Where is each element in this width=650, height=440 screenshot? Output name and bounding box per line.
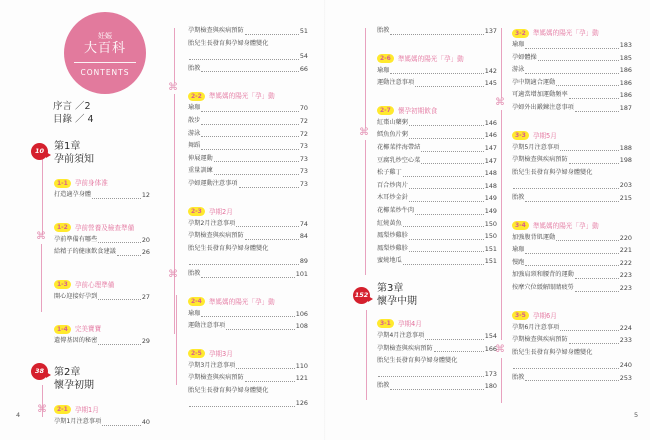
ribbon-string [174,94,175,334]
toc-entry[interactable]: 胎兒生長發育與孕婦身體變化 [512,168,593,176]
section-heading: 1-2 孕前營養及檢查準備 [54,222,150,234]
toc-entry-continued[interactable]: 126 [188,397,308,410]
toc-entry[interactable]: 松子雞丁 148 [377,169,497,178]
right-page [325,0,650,440]
toc-entry[interactable]: 紅燒黃魚 150 [377,219,497,228]
toc-entry[interactable]: 運動注意事項 108 [188,322,308,331]
chapter-1-heading: 第1章 孕前須知 [54,141,94,165]
logo-title: 大百科 [83,41,126,56]
ribbon-string [365,28,366,128]
ribbon-string [501,110,502,340]
toc-entry[interactable]: 孕期檢查與疾病預防 198 [512,156,632,165]
toc-entry[interactable]: 胎教 137 [377,27,497,35]
toc-entry[interactable]: 胎教 66 [188,64,308,73]
toc-entry[interactable]: 孕期5月注意事項 188 [512,143,632,152]
toc-entry[interactable]: 舞蹈 73 [188,142,308,151]
ribbon-string [365,140,366,275]
logo-subtitle: 妊娠 [98,32,112,40]
toc-entry[interactable]: 散步 72 [188,116,308,125]
toc-entry[interactable]: 游泳 186 [512,66,632,75]
toc-entry[interactable]: 瑜珈 221 [512,246,632,255]
toc-entry[interactable]: 給精子的健康飲食建議 26 [54,248,150,257]
toc-entry[interactable]: 運動注意事項 145 [377,79,497,88]
toc-entry[interactable]: 慢跑 222 [512,258,632,267]
toc-column-3 [377,25,497,393]
toc-column-1 [54,133,150,429]
toc-entry[interactable]: 孕期檢查與疾病預防 51 [188,27,308,35]
bow-icon: ⌘ [495,97,505,108]
toc-entry[interactable]: 胎兒生長發育與孕婦身體變化 [188,386,269,394]
toc-entry[interactable]: 鱈魚魚片粥 146 [377,131,497,140]
bow-icon: ⌘ [495,344,505,355]
toc-entry[interactable]: 加強腹背肌運動 220 [512,233,632,242]
toc-entry[interactable]: 豆腐乳炒空心菜 147 [377,156,497,165]
toc-entry[interactable]: 胎教 180 [377,382,497,391]
ribbon-string [366,310,367,400]
section-heading: 2-3 孕期2月 [188,206,308,218]
toc-entry[interactable]: 瑜珈 183 [512,41,632,49]
toc-entry[interactable]: 加強肩頸和腰背的運動 223 [512,271,632,280]
logo-english: CONTENTS [80,68,130,77]
section-heading: 3-4 準媽媽的陽光「孕」動 [512,220,632,232]
toc-entry[interactable]: 胎教 253 [512,373,632,382]
toc-column-4 [512,20,632,384]
toc-entry[interactable]: 瑜珈 70 [188,104,308,113]
toc-entry[interactable]: 蜜燒地瓜 151 [377,257,497,266]
toc-entry[interactable]: 瑜珈 106 [188,309,308,318]
toc-entry-continued[interactable]: 54 [188,50,308,63]
toc-entry[interactable]: 遺傳基因的秘密 29 [54,337,150,346]
front-matter [53,100,94,126]
toc-entry-continued[interactable]: 240 [512,359,632,372]
toc-entry[interactable]: 孕婦運動注意事項 73 [188,179,308,188]
toc-entry[interactable]: 孕期2月注意事項 74 [188,219,308,228]
page-number-right: 5 [634,411,639,419]
toc-entry[interactable]: 伸展運動 73 [188,154,308,163]
toc-entry[interactable]: 胎兒生長發育與孕婦身體變化 [377,357,458,365]
section-heading: 1-1 孕前身体准 [54,177,150,189]
section-heading: 2-4 準媽媽的陽光「孕」動 [188,296,308,308]
toc-entry[interactable]: 孕婦外出鍛鍊注意事項 187 [512,103,632,112]
toc-entry[interactable]: 孕期檢查與疾病預防 84 [188,232,308,241]
section-heading: 1-3 孕前心理準備 [54,279,150,291]
bow-icon: ⌘ [36,231,46,242]
toc-entry[interactable]: 孕中期適合運動 186 [512,78,632,87]
section-heading: 2-1 孕期1月 [54,404,150,416]
toc-entry[interactable]: 花椰菜拌海帶結 147 [377,143,497,152]
toc-entry[interactable]: 游泳 72 [188,129,308,138]
toc-column-2 [188,25,308,410]
page-number-left: 4 [16,411,21,419]
ribbon-string [501,28,502,98]
toc-entry[interactable]: 鳳梨炒雞胗 151 [377,244,497,253]
toc-entry[interactable]: 紅棗山藥粥 146 [377,118,497,127]
toc-entry[interactable]: 孕婦體操 185 [512,53,632,62]
toc-entry[interactable]: 百合炒肉片 148 [377,181,497,190]
ribbon-string [501,358,502,403]
toc-entry-continued[interactable]: 173 [377,368,497,381]
toc-entry[interactable]: 孕前準備有哪些 20 [54,235,150,244]
toc-entry[interactable]: 孕期檢查與疾病預防 166 [377,344,497,353]
section-heading: 2-6 準媽媽的陽光「孕」動 [377,53,497,65]
logo-divider [74,62,136,63]
toc-entry[interactable]: 孕期3月注意事項 110 [188,361,308,370]
section-heading: 2-7 懷孕初期飲食 [377,105,497,117]
section-heading: 2-2 準媽媽的陽光「孕」動 [188,90,308,102]
toc-entry[interactable]: 可適當增加運動頻率 186 [512,91,632,100]
front-contents[interactable]: 目錄 ／ 4 [53,114,94,125]
toc-entry[interactable]: 花椰菜炒牛肉 149 [377,206,497,215]
chapter-badge: 10 [31,143,48,160]
bow-icon: ⌘ [359,127,369,138]
contents-logo [64,12,146,94]
toc-entry[interactable]: 胎兒生長發育與孕婦身體變化 [188,244,269,252]
section-heading: 3-2 準媽媽的陽光「孕」動 [512,27,632,39]
toc-entry[interactable]: 胎教 101 [188,269,308,278]
bow-icon: ⌘ [168,82,178,93]
bow-icon: ⌘ [37,404,47,415]
chapter-2-heading: 第2章 懷孕初期 [54,366,94,391]
toc-entry[interactable]: 孕期1月注意事項 40 [54,417,150,426]
ribbon-string [174,28,175,83]
section-heading: 2-5 孕期3月 [188,348,308,360]
chapter-badge: 152 [353,287,370,304]
front-preface[interactable]: 序言 ／2 [53,101,91,112]
toc-entry[interactable]: 重量訓練 73 [188,167,308,176]
toc-entry[interactable]: 孕期檢查與疾病預防 233 [512,336,632,345]
section-heading: 3-5 孕期6月 [512,310,632,322]
bow-icon: ⌘ [168,269,178,280]
chapter-3-heading: 第3章 懷孕中期 [377,282,417,307]
toc-entry[interactable]: 瑜珈 142 [377,66,497,75]
chapter-badge: 38 [31,363,48,380]
toc-entry[interactable]: 開心迎接好孕到 27 [54,292,150,301]
toc-entry[interactable]: 孕期檢查與疾病預防 121 [188,374,308,383]
toc-entry-continued[interactable]: 89 [188,255,308,268]
toc-entry[interactable]: 胎兒生長發育與孕婦身體變化 [512,348,593,356]
toc-entry[interactable]: 孕期4月注意事項 154 [377,331,497,340]
toc-entry[interactable]: 胎教 215 [512,193,632,202]
ribbon-string [41,244,42,312]
section-heading: 1-4 完美寶寶 [54,323,150,335]
toc-entry[interactable]: 孕期6月注意事項 224 [512,323,632,332]
toc-entry[interactable]: 打造適孕身體 12 [54,191,150,199]
toc-entry[interactable]: 按摩穴位緩解眼睛疲勞 223 [512,283,632,292]
toc-entry-continued[interactable]: 203 [512,179,632,192]
toc-entry[interactable]: 木耳炒金針 149 [377,194,497,203]
ribbon-string [176,295,177,385]
ribbon-string [42,155,43,235]
section-heading: 3-3 孕期5月 [512,130,632,142]
toc-entry[interactable]: 鳳梨炒雞胗 150 [377,232,497,241]
section-heading: 3-1 孕期4月 [377,318,497,330]
toc-entry[interactable]: 胎兒生長發育與孕婦身體變化 [188,39,269,47]
